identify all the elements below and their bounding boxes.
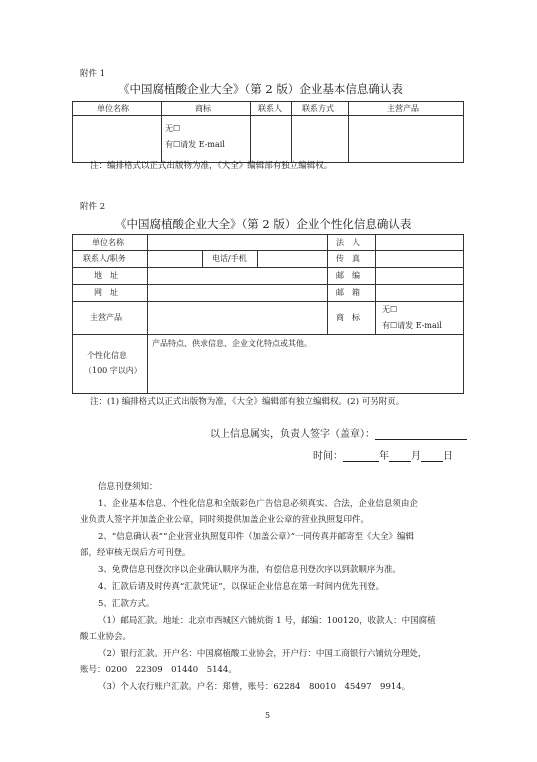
notes-heading: 信息刊登须知： <box>98 482 158 492</box>
date-line <box>313 451 453 462</box>
trademark-none-option[interactable]: 无☐ <box>165 124 181 133</box>
signature-blank[interactable] <box>375 429 467 440</box>
label-fax: 传 真 <box>336 254 360 263</box>
attachment2-label: 附件 2 <box>80 202 106 212</box>
note-item5-1-line1: （1）邮局汇款。地址：北京市西城区六铺炕街 1 号，邮编：100120，收款人：中国腐植 <box>98 616 436 626</box>
page-number: 5 <box>265 711 271 720</box>
header-contact-person: 联系人 <box>258 104 282 113</box>
time-label: 时间： <box>313 451 343 462</box>
month-blank[interactable] <box>389 451 411 462</box>
header-contact-method: 联系方式 <box>302 104 334 113</box>
header-trademark: 商标 <box>195 104 211 113</box>
trademark-none-option-2[interactable]: 无☐ <box>382 305 398 314</box>
personal-info-hint: 产品特点、供求信息、企业文化特点或其他。 <box>152 339 312 348</box>
month-label: 月 <box>411 451 421 462</box>
day-blank[interactable] <box>421 451 443 462</box>
note-item5: 5、汇款方式。 <box>98 599 155 609</box>
trademark-yes-option-2[interactable]: 有☐请发 E-mail <box>382 321 442 330</box>
attachment1-title: 《中国腐植酸企业大全》（第 2 版）企业基本信息确认表 <box>118 82 403 96</box>
label-email: 邮 箱 <box>336 288 360 297</box>
label-postcode: 邮 编 <box>336 271 360 280</box>
attachment2-title: 《中国腐植酸企业大全》（第 2 版）企业个性化信息确认表 <box>115 217 412 231</box>
label-phone-mobile: 电话/手机 <box>212 254 247 263</box>
note-item5-2-line1: （2）银行汇款。开户名：中国腐植酸工业协会，开户行：中国工商银行六铺炕分理处， <box>98 649 427 659</box>
label-trademark: 商 标 <box>336 313 360 322</box>
personal-info-table <box>72 234 464 394</box>
label-contact-title: 联系人/职务 <box>83 254 126 263</box>
label-main-products: 主营产品 <box>90 313 122 322</box>
note-item1-line2: 业负责人签字并加盖企业公章，同时须提供加盖企业公章的营业执照复印件。 <box>80 515 370 525</box>
basic-info-table <box>72 101 464 163</box>
attachment1-note: 注：编排格式以正式出版物为准，《大全》编辑部有独立编辑权。 <box>90 161 333 171</box>
note-item5-1-line2: 酸工业协会。 <box>80 632 132 642</box>
signature-line <box>210 429 467 440</box>
note-item2-line1: 2、“信息确认表”“企业营业执照复印件（加盖公章）”一同传真并邮寄至《大全》编辑 <box>98 532 415 542</box>
signature-statement: 以上信息属实，负责人签字（盖章）： <box>210 429 375 440</box>
attachment2-note: 注：(1) 编排格式以正式出版物为准，《大全》编辑部有独立编辑权。(2) 可另附页。 <box>90 397 405 407</box>
year-blank[interactable] <box>343 451 379 462</box>
label-personal-info: 个性化信息 <box>87 351 127 360</box>
day-label: 日 <box>443 451 453 462</box>
label-address: 地 址 <box>94 271 118 280</box>
year-label: 年 <box>379 451 389 462</box>
note-item3: 3、免费信息刊登次序以企业确认顺序为准，有偿信息刊登次序以到款顺序为准。 <box>98 565 401 575</box>
attachment1-label: 附件 1 <box>80 69 106 79</box>
header-company-name: 单位名称 <box>97 104 129 113</box>
note-item4: 4、汇款后请及时传真“汇款凭证”，以保证企业信息在第一时间内优先刊登。 <box>98 582 385 592</box>
label-legal-person: 法 人 <box>336 238 360 247</box>
note-item2-line2: 部，经审核无误后方可刊登。 <box>80 548 191 558</box>
label-company-name: 单位名称 <box>92 238 124 247</box>
trademark-yes-option[interactable]: 有☐请发 E-mail <box>165 140 225 149</box>
note-item1-line1: 1、企业基本信息、个性化信息和全版彩色广告信息必须真实、合法，企业信息须由企 <box>98 499 418 509</box>
header-main-products: 主营产品 <box>387 104 419 113</box>
note-item5-2-line2: 账号：0200 22309 01440 5144。 <box>80 665 237 675</box>
note-item5-3: （3）个人农行账户汇款。户名：郑曾，账号：62284 80010 45497 9914。 <box>98 682 411 692</box>
label-personal-info-limit: （100 字以内） <box>84 366 142 375</box>
label-website: 网 址 <box>94 288 118 297</box>
